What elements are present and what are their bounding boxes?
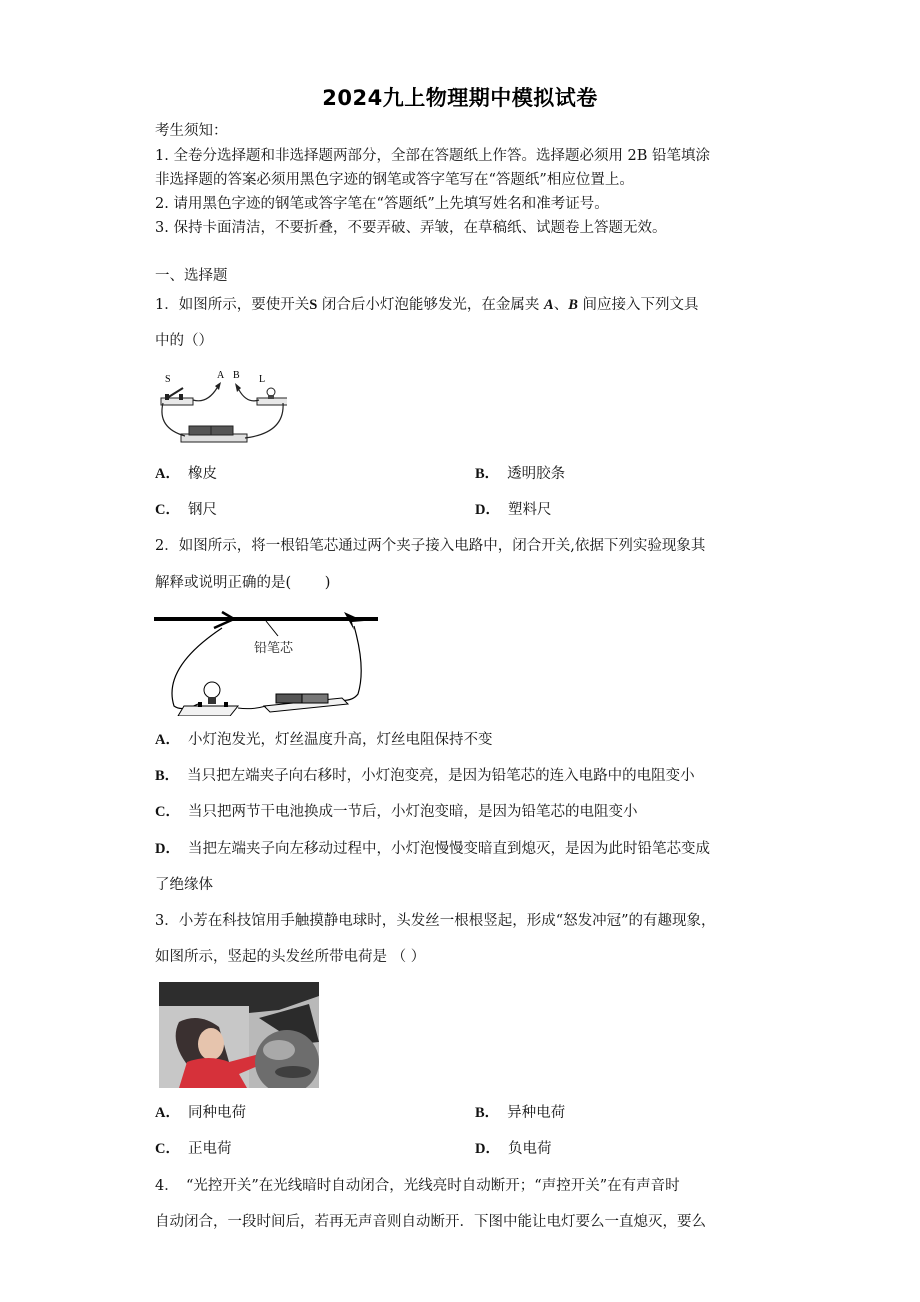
question-text: 如图所示，将一根铅笔芯通过两个夹子接入电路中，闭合开关,依据下列实验现象其	[178, 538, 706, 554]
option-label: C．	[155, 1141, 180, 1157]
question-4-line-2: 自动闭合，一段时间后，若再无声音则自动断开．下图中能让电灯要么一直熄灭，要么	[155, 1214, 706, 1230]
option-label: C．	[155, 804, 180, 820]
option-text: 钢尺	[187, 502, 217, 518]
question-1-option-d[interactable]	[475, 501, 551, 519]
page-title: 2024九上物理期中模拟试卷	[322, 86, 598, 110]
question-3-option-a[interactable]	[155, 1104, 246, 1122]
question-1-option-a[interactable]	[155, 465, 217, 483]
option-label: B．	[475, 1105, 500, 1121]
option-label: A．	[155, 466, 180, 482]
question-1-option-c[interactable]	[155, 501, 217, 519]
question-number: 3．	[155, 913, 179, 929]
question-text: 间应接入下列文具	[577, 297, 699, 313]
variable-s: S	[309, 297, 318, 313]
option-text: 当只把两节干电池换成一节后，小灯泡变暗，是因为铅笔芯的电阻变小	[187, 804, 638, 820]
question-3-option-b[interactable]	[475, 1104, 565, 1122]
label-s: S	[165, 374, 171, 385]
option-text: 同种电荷	[187, 1105, 246, 1121]
question-3-option-c[interactable]	[155, 1140, 231, 1158]
pencil-lead-diagram-icon	[152, 608, 382, 716]
question-number: 4．	[155, 1178, 172, 1194]
variable-a: A	[544, 297, 554, 313]
option-label: A．	[155, 1105, 180, 1121]
separator: 、	[553, 297, 569, 313]
option-text: 异种电荷	[507, 1105, 566, 1121]
option-text: 橡皮	[187, 466, 217, 482]
question-2-option-d[interactable]	[155, 840, 710, 858]
question-2-line-1	[155, 537, 705, 555]
girl-static-electricity-image-icon	[159, 982, 319, 1088]
question-3-line-2: 如图所示，竖起的头发丝所带电荷是 （ ）	[155, 949, 426, 965]
notice-item-1-cont: 非选择题的答案必须用黑色字迹的钢笔或答字笔写在“答题纸”相应位置上。	[155, 172, 634, 188]
question-text: 小芳在科技馆用手触摸静电球时，头发丝一根根竖起，形成“怒发冲冠”的有趣现象，	[178, 913, 716, 929]
notice-item-2: 2. 请用黑色字迹的钢笔或答字笔在“答题纸”上先填写姓名和准考证号。	[155, 196, 609, 212]
option-text: 负电荷	[507, 1141, 552, 1157]
question-text: 闭合后小灯泡能够发光，在金属夹	[317, 297, 545, 313]
label-a: A	[217, 370, 225, 381]
option-label: B．	[475, 466, 500, 482]
option-text: 正电荷	[187, 1141, 232, 1157]
notice-heading: 考生须知：	[155, 123, 228, 139]
circuit-figure-1	[155, 368, 287, 448]
question-1-option-b[interactable]	[475, 465, 565, 483]
option-text: 当把左端夹子向左移动过程中，小灯泡慢慢变暗直到熄灭，是因为此时铅笔芯变成	[187, 841, 710, 857]
notice-item-3: 3. 保持卡面清洁，不要折叠，不要弄破、弄皱，在草稿纸、试题卷上答题无效。	[155, 220, 667, 236]
question-text: 如图所示，要使开关	[178, 297, 310, 313]
label-l: L	[259, 374, 266, 385]
question-4-line-1	[155, 1177, 680, 1195]
option-text: 塑料尺	[507, 502, 552, 518]
option-text: 当只把左端夹子向右移时，小灯泡变亮，是因为铅笔芯的连入电路中的电阻变小	[187, 768, 695, 784]
question-3-line-1	[155, 912, 716, 930]
pencil-lead-label: 铅笔芯	[254, 641, 294, 656]
question-number: 1．	[155, 297, 179, 313]
option-text: 小灯泡发光，灯丝温度升高，灯丝电阻保持不变	[187, 732, 493, 748]
option-label: D．	[155, 841, 180, 857]
question-2-line-2: 解释或说明正确的是( )	[155, 575, 331, 591]
circuit-diagram-icon	[155, 368, 287, 448]
question-3-option-d[interactable]	[475, 1140, 551, 1158]
question-text: “光控开关”在光线暗时自动闭合，光线亮时自动断开；“声控开关”在有声音时	[171, 1178, 680, 1194]
option-label: D．	[475, 502, 500, 518]
question-2-option-d-cont: 了绝缘体	[155, 877, 213, 893]
question-1-line-1	[155, 296, 698, 314]
question-2-option-b[interactable]	[155, 767, 695, 785]
question-number: 2．	[155, 538, 179, 554]
variable-b: B	[568, 297, 578, 313]
question-1-line-2: 中的（）	[155, 333, 213, 349]
notice-item-1: 1. 全卷分选择题和非选择题两部分，全部在答题纸上作答。选择题必须用 2B 铅笔填涂	[155, 148, 711, 164]
label-b: B	[233, 370, 240, 381]
section-heading: 一、选择题	[155, 268, 228, 284]
question-2-option-c[interactable]	[155, 803, 637, 821]
option-label: D．	[475, 1141, 500, 1157]
pencil-lead-circuit-figure	[152, 608, 382, 716]
option-label: C．	[155, 502, 180, 518]
question-2-option-a[interactable]	[155, 731, 492, 749]
option-label: B．	[155, 768, 180, 784]
static-ball-photo	[159, 982, 319, 1088]
option-text: 透明胶条	[507, 466, 566, 482]
option-label: A．	[155, 732, 180, 748]
